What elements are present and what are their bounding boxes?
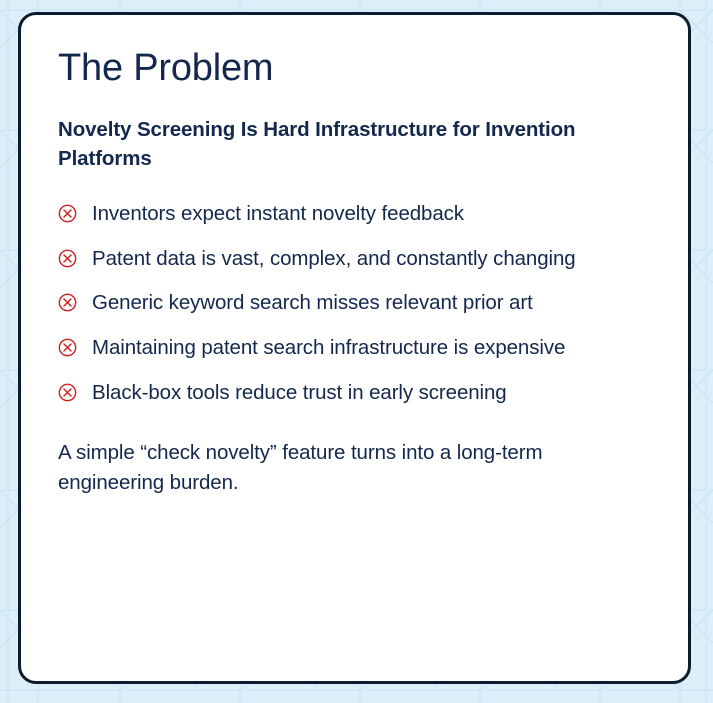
list-item-label: Generic keyword search misses relevant prior art bbox=[92, 291, 533, 315]
list-item bbox=[58, 333, 654, 363]
circle-x-icon bbox=[58, 338, 77, 357]
circle-x-icon bbox=[58, 249, 77, 268]
circle-x-icon bbox=[58, 293, 77, 312]
circle-x-icon bbox=[58, 383, 77, 402]
list-item-label: Maintaining patent search infrastructure is expensive bbox=[92, 336, 566, 360]
list-item bbox=[58, 378, 654, 408]
page-subtitle: Novelty Screening Is Hard Infrastructure for Invention Platforms bbox=[58, 117, 576, 170]
list-item bbox=[58, 199, 654, 229]
circle-x-icon bbox=[58, 204, 77, 223]
list-item-label: Patent data is vast, complex, and constantly changing bbox=[92, 246, 576, 270]
closing-statement: A simple “check novelty” feature turns into a long-term engineering burden. bbox=[58, 440, 543, 495]
list-item-label: Black-box tools reduce trust in early screening bbox=[92, 380, 507, 404]
list-item bbox=[58, 244, 654, 274]
list-item-label: Inventors expect instant novelty feedback bbox=[92, 201, 464, 225]
list-item bbox=[58, 288, 654, 318]
page-title: The Problem bbox=[58, 47, 274, 89]
problem-list bbox=[58, 199, 654, 408]
card-content bbox=[21, 15, 688, 499]
problem-card bbox=[18, 12, 691, 684]
